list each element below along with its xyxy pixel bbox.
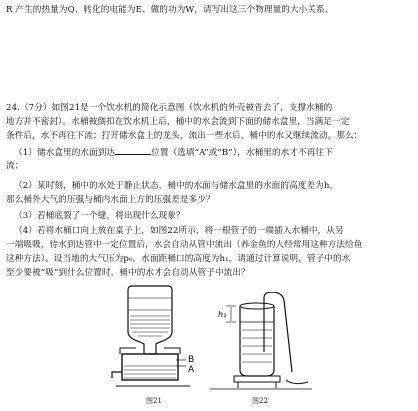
question-4-line-3: 这种方法）。设当地的大气压为p₀，水面距桶口的高度为h₁，请通过计算说明，管子中的水: [6, 254, 351, 264]
answer-blank[interactable]: [115, 146, 151, 155]
question-4-line-4: 至少要被“吸”到什么位置时，桶中的水才会自动从管子中流出？: [6, 268, 250, 278]
figure-21-caption: 图21: [146, 397, 162, 405]
question-1: [14, 146, 412, 159]
intro-line: R 产生的热量为Q、转化的电能为E、做的功为W，请写出这三个物理量的大小关系。: [6, 5, 334, 15]
label-h1: h₁: [218, 310, 227, 319]
question-2: （2）某时刻，桶中的水处于静止状态，桶中的水面与储水盒里的水面的高度差为h，: [14, 181, 339, 191]
question-4-line-2: 一端吸吸，待水到达管中一定位置后，水会自动从管中流出（养金鱼的人经常用这种方法给鱼: [6, 240, 363, 250]
problem-line-1: 地方并不密封）。水桶被倒扣在饮水机上后，桶中的水会流到下面的储水盒里，当满足一定: [6, 117, 350, 127]
problem-line-2: 条件后，水不再往下流；打开储水盒上的龙头，流出一些水后，桶中的水又继续流动。那么：: [6, 131, 363, 141]
figure-22-caption: 图22: [252, 397, 268, 405]
question-1-end: 流；: [6, 161, 24, 171]
question-3: （3）若桶底裂了一个缝，将出现什么现象？: [14, 211, 185, 221]
question-1-suffix: 位置（选填“A”或“B”），水桶里的水才不再往下: [151, 148, 333, 158]
label-b: B: [188, 355, 195, 365]
label-a: A: [188, 365, 195, 375]
problem-header: 24.（7分）如图21是一个饮水机的简化示意图（饮水机的外壳被省去了，支撑水桶的: [6, 103, 333, 113]
question-1-prefix: （1）储水盒里的水面到达: [14, 148, 116, 158]
figure-21-dispenser: [110, 282, 205, 394]
question-2-cont: 那么桶外大气的压强与桶内水面上方的压强差是多少？: [6, 195, 215, 205]
question-4: （4）若将水桶口向上放在桌子上，如图22所示，将一根管子的一端插入水桶中，从另: [14, 226, 344, 236]
figure-22-siphon: [206, 292, 316, 392]
